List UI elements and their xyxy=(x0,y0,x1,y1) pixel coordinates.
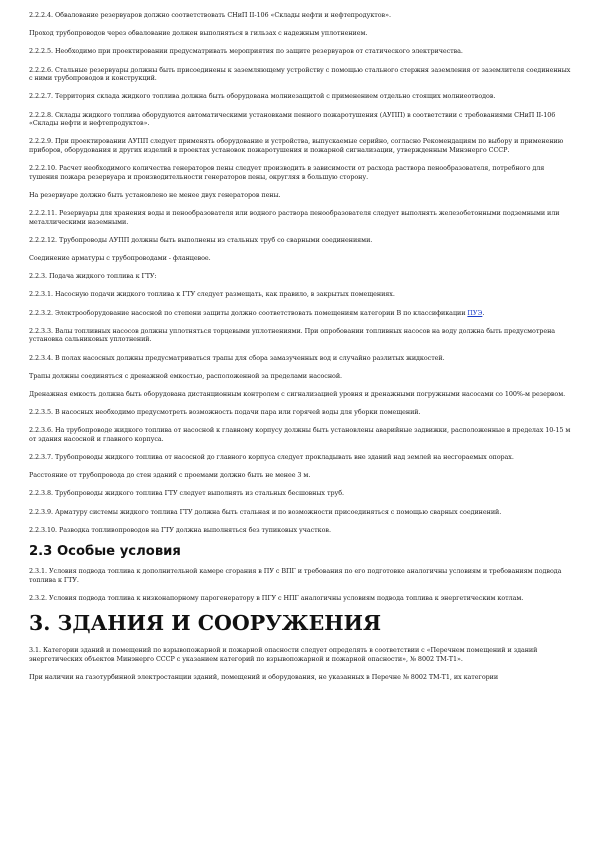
paragraph: Соединение арматуры с трубопроводами - фланцевое. xyxy=(29,254,211,263)
paragraph-text-end: . xyxy=(482,308,485,317)
section-2-2-3-paragraphs xyxy=(29,327,575,535)
paragraph: 2.2.3.8. Трубопроводы жидкого топлива ГТУ следует выполнять из стальных бесшовных труб. xyxy=(29,489,344,498)
paragraph: 2.2.3.1. Насосную подачи жидкого топлива к ГТУ следует размещать, как правило, в закрытых помещениях. xyxy=(29,290,395,299)
paragraph: 2.2.3.4. В полах насосных должны предусматриваться трапы для сбора замазученных вод и случайно разлитых жидкостей. xyxy=(29,353,445,362)
paragraph: 2.2.3.3. Валы топливных насосов должны уплотняться торцевыми уплотнениями. При опробовании топливных насосов на воду должна быть предусмотрена установка сальниковых уплотнений. xyxy=(29,326,556,344)
section-heading-3: 3. ЗДАНИЯ И СООРУЖЕНИЯ xyxy=(29,611,382,636)
paragraph: 2.2.2.9. При проектировании АУПП следует применять оборудование и устройства, выпускаемые серийно, согласно Рекомендациям по выбору и применению приборов, оборудования и других изделий в проектах установок пожаротушения и пожарной сигнализации, утвержденным Минэнерго СССР. xyxy=(29,137,564,154)
document-page xyxy=(29,11,575,691)
paragraph: 2.2.3. Подача жидкого топлива к ГТУ: xyxy=(29,272,157,281)
paragraph: 2.2.3.10. Разводка топливопроводов на ГТУ должна выполняться без тупиковых участков. xyxy=(29,525,331,534)
paragraph: 2.2.3.9. Арматуру системы жидкого топлива ГТУ должна быть стальная и по возможности присоединяться с помощью сварных соединений. xyxy=(29,507,502,516)
section-2-3-paragraphs xyxy=(29,567,575,602)
paragraph: 2.2.2.8. Склады жидкого топлива оборудуются автоматическими установками пенного пожаротушения (АУПП) в соответствии с требованиями СНиП II-106 «Склады нефти и нефтепродуктов». xyxy=(29,110,556,128)
paragraph: 2.3.1. Условия подвода топлива к дополнительной камере сгорания в ПУ с ВПГ и требования по его подготовке аналогичны условиям и требованиям подвода топлива к ГТУ. xyxy=(29,567,562,584)
paragraph: 2.3.2. Условия подвода топлива к низконапорному парогенератору в ПГУ с НПГ аналогичны условиям подвода топлива к энергетическим котлам. xyxy=(29,593,524,602)
paragraph: 2.2.3.6. На трубопроводе жидкого топлива от насосной к главному корпусу должны быть установлены аварийные задвижки, расположенные в пределах 10-15 м от здания насосной и главного корпуса. xyxy=(29,426,571,443)
pue-link[interactable]: ПУЭ xyxy=(467,308,483,317)
section-2-2-2-paragraphs xyxy=(29,11,575,299)
paragraph: 2.2.2.4. Обвалование резервуаров должно соответствовать СНиП II-106 «Склады нефти и нефтепродуктов». xyxy=(29,11,391,19)
section-heading-2-3: 2.3 Особые условия xyxy=(29,544,181,560)
paragraph-text: 2.2.3.2. Электрооборудование насосной по степени защиты должно соответствовать помещениям категории В по классификации xyxy=(29,308,468,317)
paragraph: 2.2.2.12. Трубопроводы АУПП должны быть выполнены из стальных труб со сварными соединениями. xyxy=(29,235,373,244)
section-3-paragraphs xyxy=(29,646,575,681)
paragraph: Расстояние от трубопровода до стен зданий с проемами должно быть не менее 3 м. xyxy=(29,471,311,480)
paragraph: Дренажная емкость должна быть оборудована дистанционным контролем с сигнализацией уровня и дренажными погружными насосами со 100%-м резервом. xyxy=(29,389,566,398)
paragraph: На резервуаре должно быть установлено не менее двух генераторов пены. xyxy=(29,190,281,199)
paragraph: 2.2.2.5. Необходимо при проектировании предусматривать мероприятия по защите резервуаров от статического электричества. xyxy=(29,47,463,56)
paragraph: 2.2.3.5. В насосных необходимо предусмотреть возможность подачи пара или горячей воды для уборки помещений. xyxy=(29,408,421,417)
paragraph-with-link xyxy=(29,309,575,318)
paragraph: 2.2.3.7. Трубопроводы жидкого топлива от насосной до главного корпуса следует прокладывать вне зданий над землей на несгораемых опорах. xyxy=(29,453,514,462)
paragraph: Проход трубопроводов через обвалование должен выполняться в гильзах с надежным уплотнением. xyxy=(29,29,368,38)
paragraph: 3.1. Категории зданий и помещений по взрывопожарной и пожарной опасности следует определять в соответствии с «Перечнем помещений и зданий энергетических объектов Минэнерго СССР с указанием категорий по взрывопожарной и пожарной опасности», № 8002 ТМ-Т1». xyxy=(29,646,538,663)
paragraph: 2.2.2.11. Резервуары для хранения воды и пенообразователя или водного раствора пенообразователя следует выполнять железобетонными подземными или металлическими наземными. xyxy=(29,209,560,226)
paragraph: При наличии на газотурбинной электростанции зданий, помещений и оборудования, не указанных в Перечне № 8002 ТМ-Т1, их категории xyxy=(29,673,499,682)
paragraph: 2.2.2.7. Территория склада жидкого топлива должна быть оборудована молниезащитой с применением отдельно стоящих молниеотводов. xyxy=(29,92,496,101)
paragraph: 2.2.2.10. Расчет необходимого количества генераторов пены следует производить в зависимости от расхода раствора пенообразователя, потребного для тушения пожара резервуара и производительности генераторов пены, округляя в большую сторону. xyxy=(29,164,545,181)
paragraph: Трапы должны соединяться с дренажной емкостью, расположенной за пределами насосной. xyxy=(29,371,343,380)
paragraph: 2.2.2.6. Стальные резервуары должны быть присоединены к заземляющему устройству с помощью стального стержня заземления от заземлителя соединенных с ними трубопроводов и конструкций. xyxy=(29,65,571,83)
